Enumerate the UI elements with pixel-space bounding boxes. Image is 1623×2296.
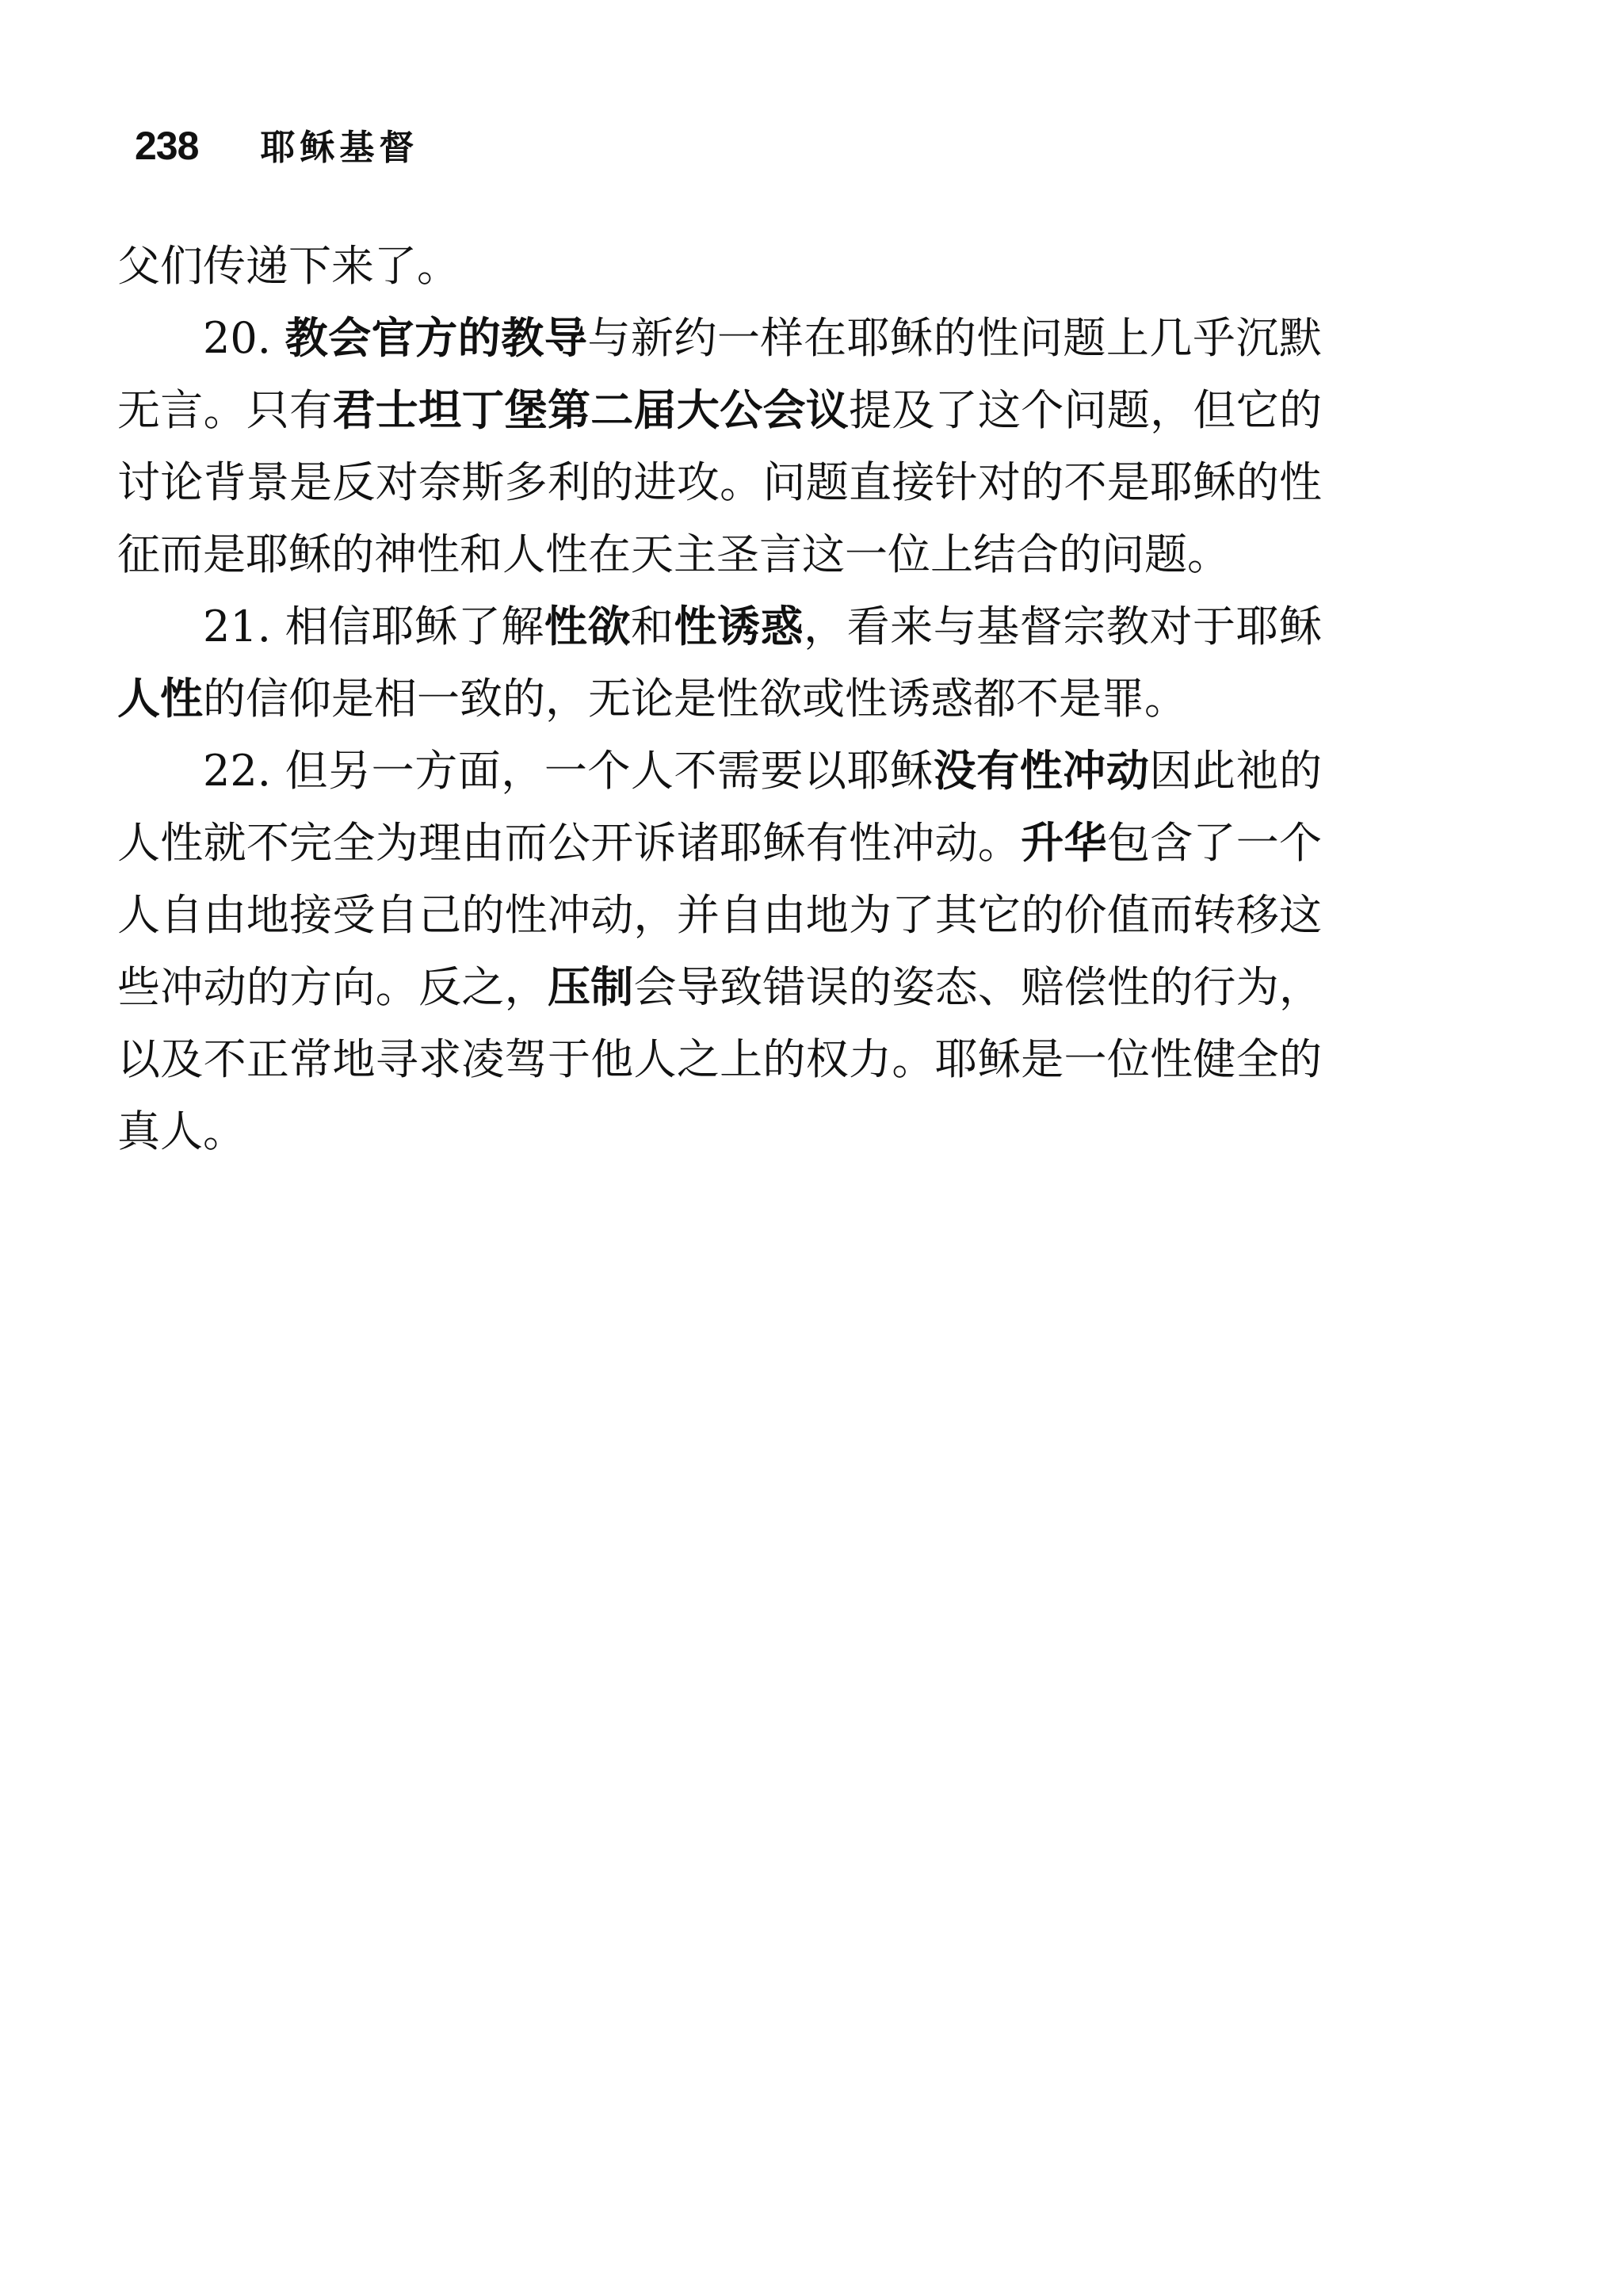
text-run: 会导致错误的姿态、赔偿性的行为，以及不正常地寻求凌驾于他人之上的权力。耶稣是一位性健全的真人。 (117, 962, 1323, 1156)
text-run: 与新约一样在耶稣的性问题上几乎沉默无言。只有 (117, 313, 1323, 435)
text-run: 和 (630, 602, 674, 651)
bold-term: 没有性冲动 (933, 746, 1150, 796)
bold-term: 人性 (117, 674, 203, 724)
text-run: ，看来与基督宗教对于耶稣 (804, 602, 1323, 651)
running-head (135, 119, 418, 174)
bold-term: 性诱惑 (674, 602, 804, 651)
text-run: 20. (203, 313, 285, 363)
text-run: 父们传递下来了。 (117, 241, 460, 291)
text-run: 21. 相信耶稣了解 (203, 602, 544, 651)
text-run: 包含了一个人自由地接受自己的性冲动，并自由地为了其它的价值而转移这些冲动的方向。反之， (117, 818, 1323, 1012)
bold-term: 性欲 (544, 602, 631, 651)
page-number: 238 (135, 124, 199, 168)
book-title: 耶稣基督 (260, 128, 419, 168)
paragraph-22 (117, 735, 1322, 1167)
bold-term: 升华 (1021, 818, 1107, 868)
bold-term: 君士坦丁堡第二届大公会议 (332, 385, 850, 435)
bold-term: 压制 (547, 962, 634, 1012)
paragraph-21 (117, 590, 1322, 735)
body-text (117, 230, 1322, 1167)
text-run: 的信仰是相一致的，无论是性欲或性诱惑都不是罪。 (203, 674, 1187, 724)
bold-term: 教会官方的教导 (285, 313, 588, 363)
text-run: 提及了这个问题，但它的讨论背景是反对奈斯多利的进攻。问题直接针对的不是耶稣的性征而是耶稣的神性和人性在天主圣言这一位上结合的问题。 (117, 385, 1323, 579)
text-run: 因此祂的人性就不完全为理由而公开诉诸耶稣有性冲动。 (117, 746, 1323, 868)
text-run: 22. 但另一方面，一个人不需要以耶稣 (203, 746, 934, 796)
paragraph-continuation (117, 230, 1322, 302)
paragraph-20 (117, 302, 1322, 590)
